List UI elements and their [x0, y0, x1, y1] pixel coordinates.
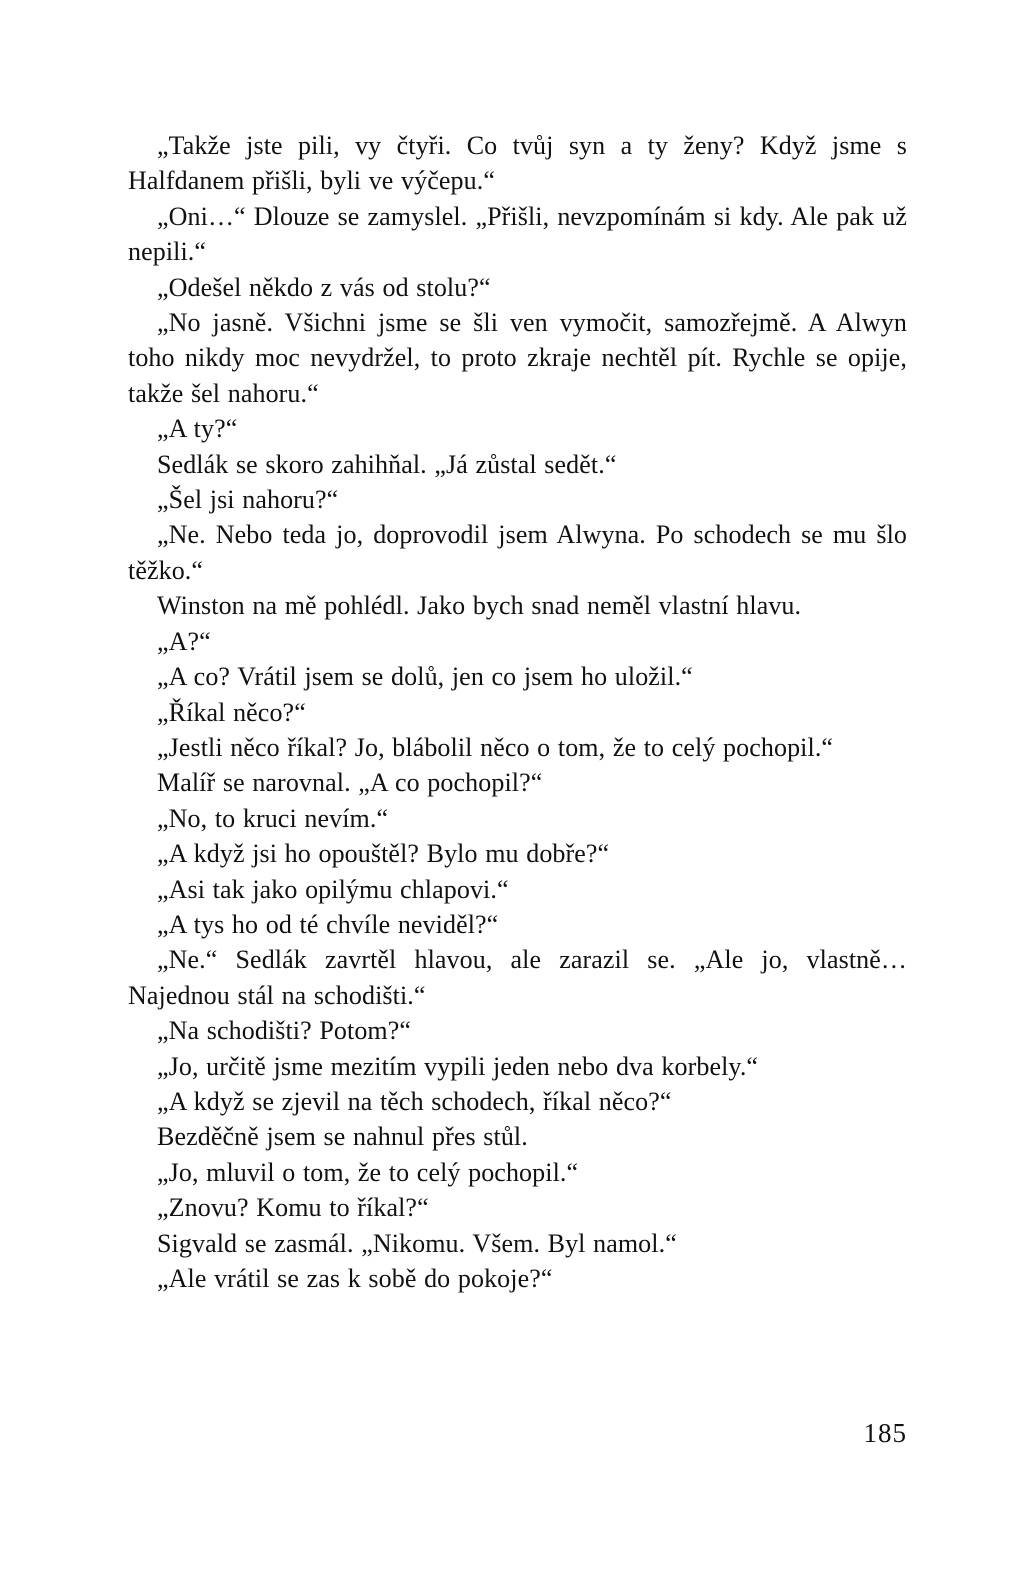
paragraph: Sedlák se skoro zahihňal. „Já zůstal sedět.“ [157, 449, 617, 479]
text-block [128, 128, 907, 1296]
paragraph: Malíř se narovnal. „A co pochopil?“ [157, 768, 543, 798]
paragraph: „A ty?“ [157, 414, 238, 444]
paragraph: „Ne.“ Sedlák zavrtěl hlavou, ale zarazil se. „Ale jo, vlastně… Najednou stál na schodišti.“ [128, 945, 907, 1010]
paragraph: „A tys ho od té chvíle neviděl?“ [157, 909, 499, 939]
paragraph: „Šel jsi nahoru?“ [157, 485, 339, 515]
paragraph: „Oni…“ Dlouze se zamyslel. „Přišli, nevzpomínám si kdy. Ale pak už nepili.“ [128, 201, 907, 267]
paragraph: „Asi tak jako opilýmu chlapovi.“ [157, 874, 509, 904]
paragraph: „Znovu? Komu to říkal?“ [157, 1193, 429, 1223]
paragraph: „Odešel někdo z vás od stolu?“ [157, 272, 491, 302]
paragraph: „A když jsi ho opouštěl? Bylo mu dobře?“ [157, 839, 610, 869]
paragraph: Sigvald se zasmál. „Nikomu. Všem. Byl namol.“ [157, 1228, 677, 1258]
paragraph: „No jasně. Všichni jsme se šli ven vymočit, samozřejmě. A Alwyn toho nikdy moc nevydržel, to proto zkraje nechtěl pít. Rychle se opije, takže šel nahoru.“ [128, 308, 907, 408]
paragraph: „Ale vrátil se zas k sobě do pokoje?“ [157, 1264, 553, 1293]
paragraph: „A co? Vrátil jsem se dolů, jen co jsem ho uložil.“ [157, 662, 693, 692]
paragraph: „Jo, mluvil o tom, že to celý pochopil.“ [157, 1157, 579, 1187]
paragraph: „Jestli něco říkal? Jo, blábolil něco o tom, že to celý pochopil.“ [157, 732, 834, 762]
paragraph: „Jo, určitě jsme mezitím vypili jeden nebo dva korbely.“ [157, 1051, 759, 1081]
paragraph: „A když se zjevil na těch schodech, říkal něco?“ [157, 1086, 672, 1116]
paragraph: Bezděčně jsem se nahnul přes stůl. [157, 1122, 528, 1152]
paragraph: „A?“ [157, 626, 211, 656]
page-number: 185 [863, 1418, 907, 1448]
paragraph: „Na schodišti? Potom?“ [157, 1016, 412, 1046]
paragraph: Winston na mě pohlédl. Jako bych snad neměl vlastní hlavu. [157, 591, 802, 621]
paragraph: „Říkal něco?“ [157, 697, 306, 727]
paragraph: „No, to kruci nevím.“ [157, 803, 389, 833]
paragraph: „Ne. Nebo teda jo, doprovodil jsem Alwyna. Po schodech se mu šlo těžko.“ [128, 520, 907, 585]
paragraph: „Takže jste pili, vy čtyři. Co tvůj syn a ty ženy? Když jsme s Halfdanem přišli, byli ve výčepu.“ [128, 131, 907, 196]
